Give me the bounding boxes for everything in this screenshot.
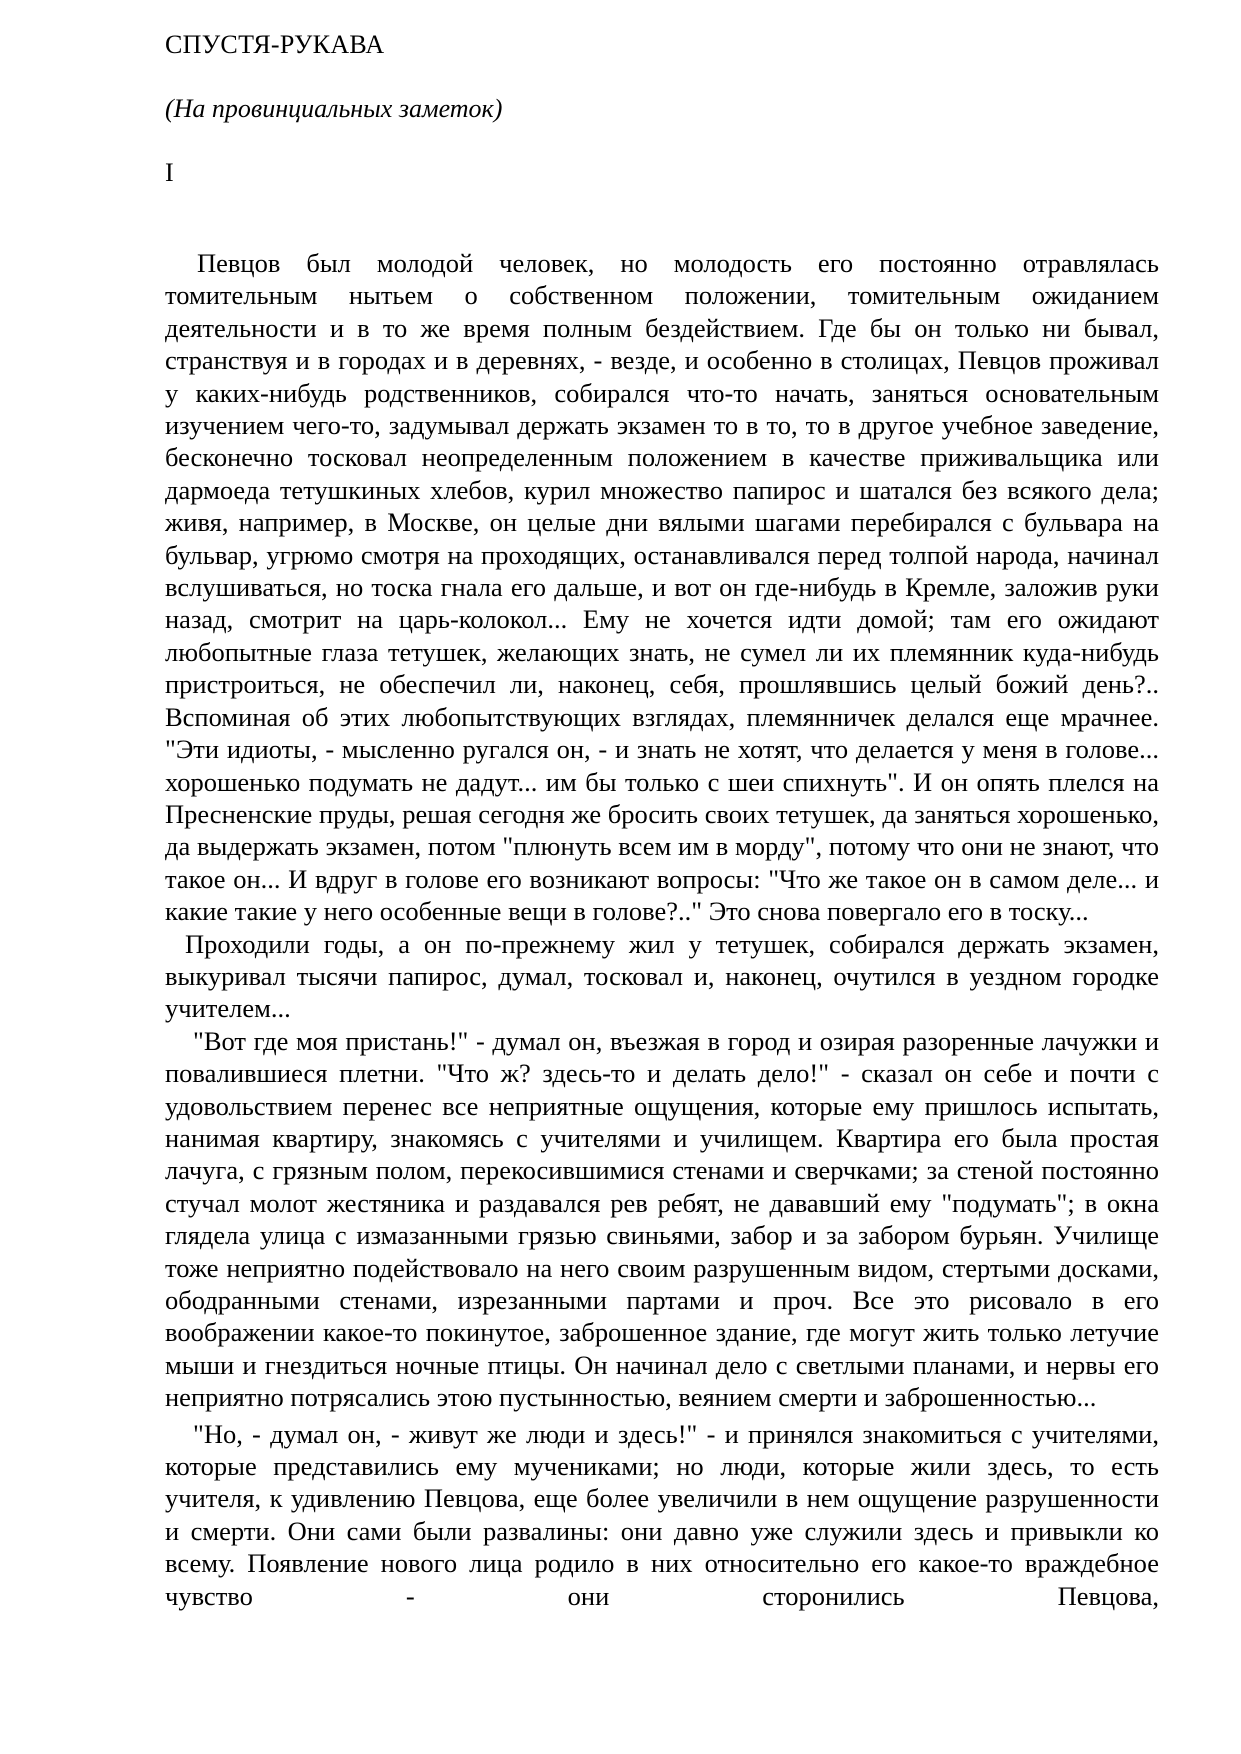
paragraph: "Но, - думал он, - живут же люди и здесь!" - и принялся знакомиться с учителями, которые представились ему мучениками; но люди, которые жили здесь, то есть учителя, к удивлению Певцова, еще более увеличили в нем ощущение разрушенности и смерти. Они сами были развалины: они давно уже служили здесь и привыкли ко всему. Появление нового лица родило в них относительно его какое-то враждебное чувство - они сторонились Певцова,	[165, 1418, 1159, 1611]
document-subtitle: (На провинциальных заметок)	[165, 94, 503, 123]
paragraph: "Вот где моя пристань!" - думал он, въезжая в город и озирая разоренные лачужки и повалившиеся плетни. "Что ж? здесь-то и делать дело!" - сказал он себе и почти с удовольствием перенес все неприятные ощущения, которые ему пришлось испытать, нанимая квартиру, знакомясь с учителями и училищем. Квартира его была простая лачуга, с грязным полом, перекосившимися стенами и сверчками; за стеной постоянно стучал молот жестяника и раздавался рев ребят, не дававший ему "подумать"; в окна глядела улица с измазанными грязью свиньями, забор и за забором бурьян. Училище тоже неприятно подействовало на него своим разрушенным видом, стертыми досками, ободранными стенами, изрезанными партами и проч. Все это рисовало в его воображении какое-то покинутое, заброшенное здание, где могут жить только летучие мыши и гнездиться ночные птицы. Он начинал дело с светлыми планами, и нервы его неприятно потрясались этою пустынностью, веянием смерти и заброшенностью...	[165, 1025, 1159, 1413]
chapter-number: I	[165, 158, 174, 187]
body-text	[165, 247, 1159, 1612]
paragraph: Певцов был молодой человек, но молодость его постоянно отравлялась томительным нытьем о собственном положении, томительным ожиданием деятельности и в то же время полным бездействием. Где бы он только ни бывал, странствуя и в городах и в деревнях, - везде, и особенно в столицах, Певцов проживал у каких-нибудь родственников, собирался что-то начать, заняться основательным изучением чего-то, задумывал держать экзамен то в то, то в другое учебное заведение, бесконечно тосковал неопределенным положением в качестве приживальщика или дармоеда тетушкиных хлебов, курил множество папирос и шатался без всякого дела; живя, например, в Москве, он целые дни вялыми шагами перебирался с бульвара на бульвар, угрюмо смотря на проходящих, останавливался перед толпой народа, начинал вслушиваться, но тоска гнала его дальше, и вот он где-нибудь в Кремле, заложив руки назад, смотрит на царь-колокол... Ему не хочется идти домой; там его ожидают любопытные глаза тетушек, желающих знать, не сумел ли их племянник куда-нибудь пристроиться, не обеспечил ли, наконец, себя, прошлявшись целый божий день?.. Вспоминая об этих любопытствующих взглядах, племянничек делался еще мрачнее. "Эти идиоты, - мысленно ругался он, - и знать не хотят, что делается у меня в голове... хорошенько подумать не дадут... им бы только с шеи спихнуть". И он опять плелся на Пресненские пруды, решая сегодня же бросить своих тетушек, да заняться хорошенько, да выдержать экзамен, потом "плюнуть всем им в морду", потому что они не знают, что такое он... И вдруг в голове его возникают вопросы: "Что же такое он в самом деле... и какие такие у него особенные вещи в голове?.." Это снова повергало его в тоску...	[165, 248, 1159, 927]
document-title: СПУСТЯ-РУКАВА	[165, 30, 385, 59]
paragraph: Проходили годы, а он по-прежнему жил у тетушек, собирался держать экзамен, выкуривал тысячи папирос, думал, тосковал и, наконец, очутился в уездном городке учителем...	[165, 928, 1159, 1024]
